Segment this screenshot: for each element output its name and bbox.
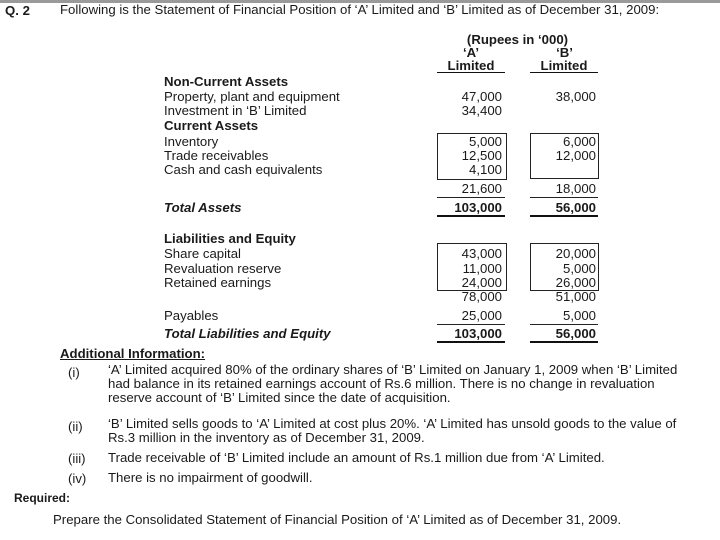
row-label-share-capital: Share capital <box>164 246 241 261</box>
row-inventory-b: 6,000 <box>562 134 596 149</box>
total-le-rule-b <box>530 341 598 343</box>
unit-header: (Rupees in ‘000) <box>466 32 569 47</box>
col-b-header-line2: Limited <box>530 59 598 73</box>
required-title: Required: <box>14 491 71 505</box>
row-ppe-a: 47,000 <box>461 89 502 104</box>
total-liabilities-equity-a: 103,000 <box>454 326 502 341</box>
row-inventory-a: 5,000 <box>468 134 502 149</box>
item-text-iii: Trade receivable of ‘B’ Limited include an amount of Rs.1 million due from ‘A’ Limited. <box>108 450 605 465</box>
row-label-revaluation-reserve: Revaluation reserve <box>164 261 282 276</box>
row-trade-receivables-a: 12,500 <box>461 148 502 163</box>
row-investment-a: 34,400 <box>461 103 502 118</box>
total-liabilities-equity-b: 56,000 <box>555 326 596 341</box>
row-trade-receivables-b: 12,000 <box>555 148 596 163</box>
row-retained-earnings-b: 26,000 <box>555 275 596 290</box>
col-b-header-line1: ‘B’ <box>556 45 573 60</box>
item-text-i: ‘A’ Limited acquired 80% of the ordinary shares of ‘B’ Limited on January 1, 2009 when ‘B’ Limited had balance in its retained earnings account of Rs.6 million. There is no change in revaluation reserve account of ‘B’ Limited since the date of acquisition. <box>108 362 678 405</box>
row-label-payables: Payables <box>164 308 219 323</box>
total-assets-label: Total Assets <box>164 200 242 215</box>
item-number-ii: (ii) <box>68 419 83 434</box>
section-title-non-current-assets: Non-Current Assets <box>164 74 289 89</box>
total-liabilities-equity-label: Total Liabilities and Equity <box>164 326 331 341</box>
item-text-iv: There is no impairment of goodwill. <box>108 470 313 485</box>
row-share-capital-b: 20,000 <box>555 246 596 261</box>
subtotal-rule-b <box>530 197 598 198</box>
row-share-capital-a: 43,000 <box>461 246 502 261</box>
total-assets-b: 56,000 <box>555 200 596 215</box>
row-label-trade-receivables: Trade receivables <box>164 148 269 163</box>
col-a-header-line2: Limited <box>437 59 505 73</box>
row-label-investment: Investment in ‘B’ Limited <box>164 103 307 118</box>
row-revaluation-reserve-a: 11,000 <box>462 261 502 276</box>
row-revaluation-reserve-b: 5,000 <box>562 261 596 276</box>
required-text: Prepare the Consolidated Statement of Financial Position of ‘A’ Limited as of December 31, 2009. <box>53 512 622 527</box>
row-payables-a: 25,000 <box>461 308 502 323</box>
row-label-ppe: Property, plant and equipment <box>164 89 340 104</box>
item-number-i: (i) <box>68 365 80 380</box>
total-rule-a <box>437 215 505 217</box>
question-number: Q. 2 <box>5 3 30 18</box>
row-label-retained-earnings: Retained earnings <box>164 275 272 290</box>
row-cash-a: 4,100 <box>468 162 502 177</box>
row-label-cash: Cash and cash equivalents <box>164 162 323 177</box>
item-number-iv: (iv) <box>68 471 87 486</box>
total-assets-a: 103,000 <box>454 200 502 215</box>
subtotal-rule-a <box>437 197 505 198</box>
row-ppe-b: 38,000 <box>555 89 596 104</box>
equity-subtotal-a: 78,000 <box>461 289 502 304</box>
payables-rule-b <box>530 324 598 325</box>
additional-info-title: Additional Information: <box>60 346 206 361</box>
total-le-rule-a <box>437 341 505 343</box>
row-retained-earnings-a: 24,000 <box>461 275 502 290</box>
row-payables-b: 5,000 <box>562 308 596 323</box>
item-text-ii: ‘B’ Limited sells goods to ‘A’ Limited at cost plus 20%. ‘A’ Limited has unsold goods to the value of Rs.3 million in the inventory as of December 31, 2009. <box>108 416 677 445</box>
col-a-header-line1: ‘A’ <box>462 45 480 60</box>
current-assets-subtotal-b: 18,000 <box>555 181 596 196</box>
section-title-liabilities-equity: Liabilities and Equity <box>164 231 296 246</box>
item-number-iii: (iii) <box>68 451 86 466</box>
question-intro: Following is the Statement of Financial Position of ‘A’ Limited and ‘B’ Limited as of December 31, 2009: <box>60 2 660 17</box>
section-title-current-assets: Current Assets <box>164 118 259 133</box>
row-label-inventory: Inventory <box>164 134 219 149</box>
payables-rule-a <box>437 324 505 325</box>
total-rule-b <box>530 215 598 217</box>
equity-subtotal-b: 51,000 <box>555 289 596 304</box>
current-assets-subtotal-a: 21,600 <box>461 181 502 196</box>
